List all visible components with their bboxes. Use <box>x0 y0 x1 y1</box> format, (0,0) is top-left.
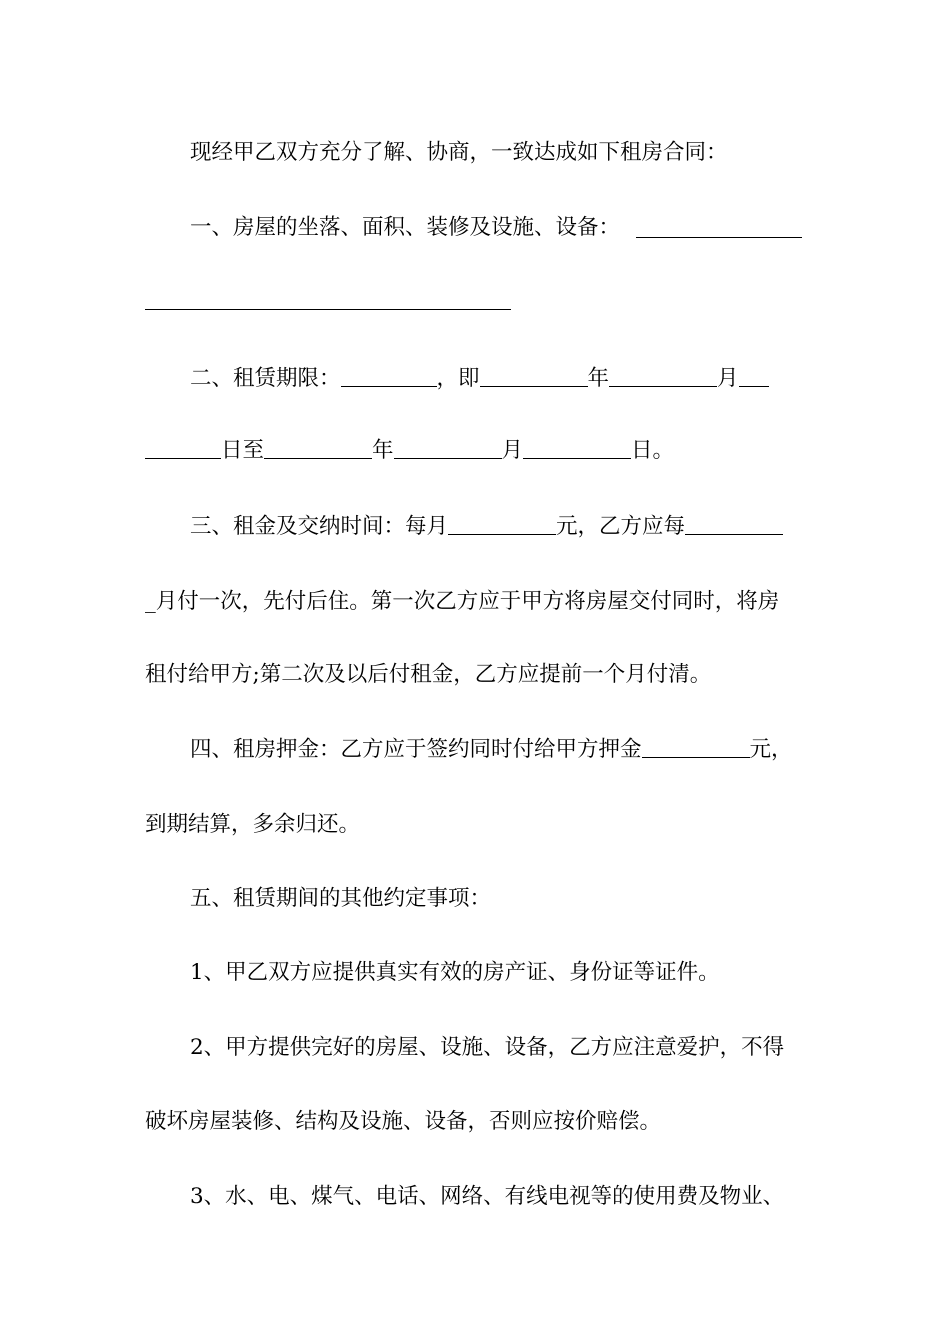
deposit-yuan-label: 元， <box>749 737 793 762</box>
end-day-label: 日。 <box>631 438 675 463</box>
section-5-item-2-line-1: 2、甲方提供完好的房屋、设施、设备，乙方应注意爱护，不得 <box>190 1035 785 1060</box>
end-year-blank <box>264 436 372 459</box>
section-5-title: 五、租赁期间的其他约定事项： <box>190 886 492 911</box>
section-3-label: 三、租金及交纳时间：每月 <box>190 514 449 539</box>
section-2-that-is: ，即 <box>436 366 480 391</box>
end-month-label: 月 <box>501 438 524 463</box>
section-4-label: 四、租房押金：乙方应于签约同时付给甲方押金 <box>190 737 642 762</box>
section-3-line-2: _月付一次，先付后住。第一次乙方应于甲方将房屋交付同时，将房 <box>145 589 780 614</box>
start-year-blank <box>480 364 588 387</box>
rent-amount-blank <box>448 512 556 535</box>
deposit-blank <box>642 735 750 758</box>
section-2-label: 二、租赁期限： <box>190 366 341 391</box>
start-day-label: 日至 <box>221 438 265 463</box>
start-month-label: 月 <box>717 366 739 391</box>
intro-paragraph: 现经甲乙双方充分了解、协商，一致达成如下租房合同： <box>190 140 728 165</box>
start-day-blank-continued <box>145 436 221 459</box>
rent-yuan-label: 元，乙方应每 <box>556 514 686 539</box>
section-4-line-2: 到期结算，多余归还。 <box>145 812 361 837</box>
section-2-line-1 <box>190 364 805 394</box>
start-day-blank <box>739 364 769 387</box>
section-3-line-1 <box>190 512 805 542</box>
section-1-blank-continued <box>145 309 511 310</box>
start-year-label: 年 <box>587 366 610 391</box>
section-2-line-2 <box>145 436 805 466</box>
section-1-line <box>190 213 805 243</box>
payment-period-blank <box>685 512 783 535</box>
section-5-item-1: 1、甲乙双方应提供真实有效的房产证、身份证等证件。 <box>190 960 720 985</box>
section-5-item-2-line-2: 破坏房屋装修、结构及设施、设备，否则应按价赔偿。 <box>145 1109 662 1134</box>
end-day-blank <box>523 436 631 459</box>
section-4-line-1 <box>190 735 805 765</box>
term-blank <box>341 364 437 387</box>
section-3-line-3: 租付给甲方;第二次及以后付租金，乙方应提前一个月付清。 <box>145 662 712 687</box>
section-1-text: 一、房屋的坐落、面积、装修及设施、设备： <box>190 215 621 240</box>
section-5-item-3-line-1: 3、水、电、煤气、电话、网络、有线电视等的使用费及物业、 <box>190 1184 785 1209</box>
end-year-label: 年 <box>372 438 394 463</box>
end-month-blank <box>394 436 502 459</box>
start-month-blank <box>609 364 717 387</box>
section-1-blank <box>636 237 802 238</box>
